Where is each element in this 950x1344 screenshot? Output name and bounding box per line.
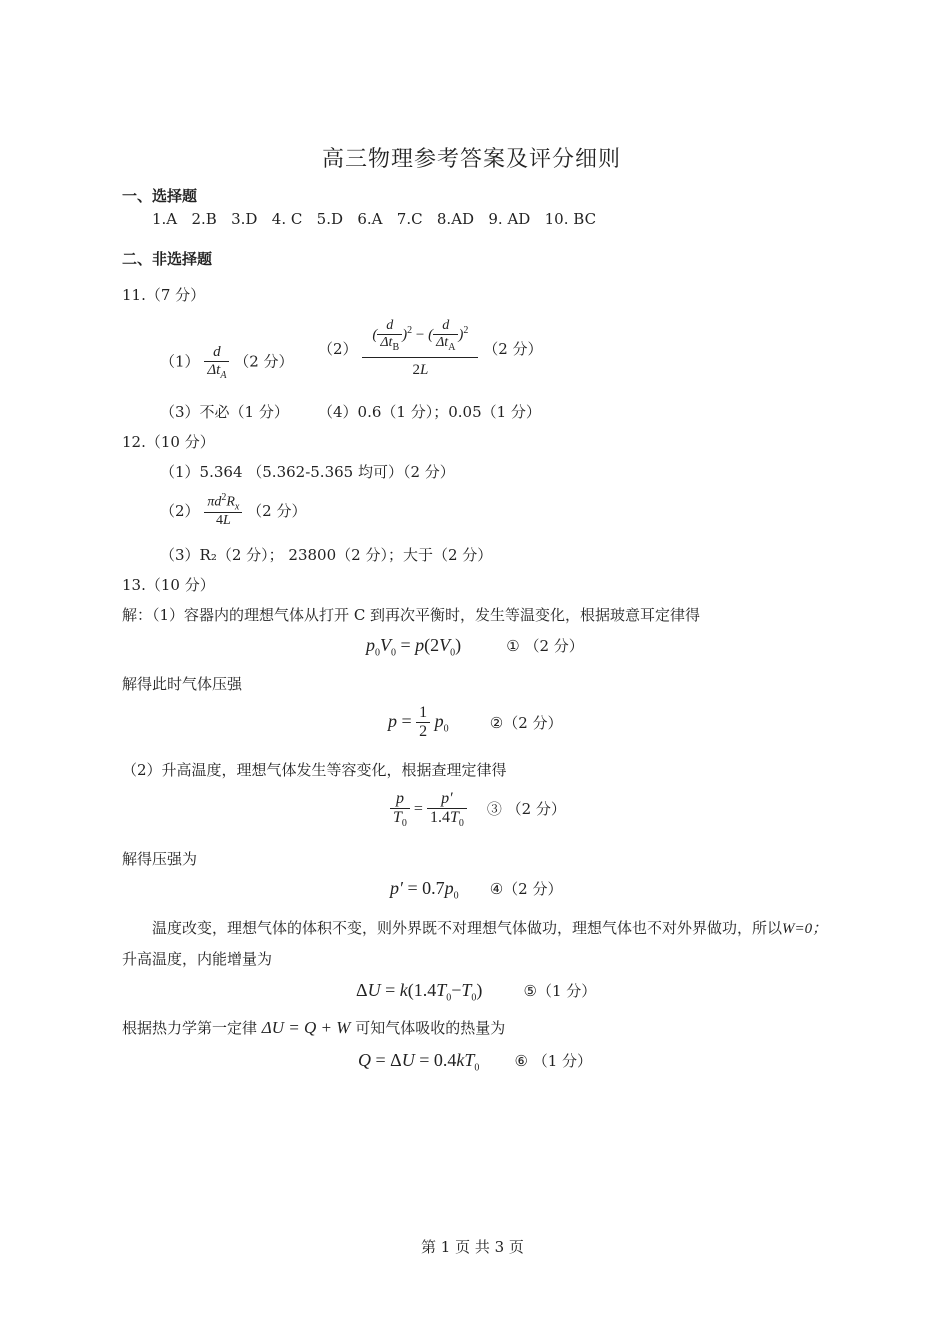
- eq3-mark: ③ （2 分）: [486, 800, 566, 819]
- equation-boyle: $p_0V_0 = p(2V_0)$: [366, 635, 462, 659]
- answer-1: 1.A: [152, 210, 178, 228]
- equation-charles: $\frac{p}{T_0}$ = $\frac{p'}{1.4T_0}$: [390, 800, 471, 817]
- formula-resistivity: $\frac{\pi d^2R_x}{4L}$: [204, 492, 242, 529]
- answer-6: 6.A: [357, 210, 383, 228]
- q11-part3: （3）不必（1 分）: [160, 403, 289, 421]
- first-law-inline: ΔU = Q + W: [261, 1018, 351, 1037]
- q12-p2-score: （2 分）: [247, 502, 307, 521]
- answer-7: 7.C: [396, 210, 423, 228]
- q12-part1: （1）5.364 （5.362-5.365 均可）（2 分）: [160, 463, 455, 481]
- q12-label: 12.（10 分）: [122, 433, 215, 451]
- answer-2: 2.B: [191, 210, 217, 228]
- q11-p2-score: （2 分）: [483, 339, 543, 358]
- equation-new-pressure: $p' = 0.7p_0$: [390, 878, 459, 902]
- eq5-mark: ⑤（1 分）: [523, 982, 597, 1000]
- eq6-row: [358, 1050, 592, 1074]
- q11-label: 11.（7 分）: [122, 286, 206, 304]
- answer-9: 9. AD: [488, 210, 531, 228]
- q13-line7-end: 可知气体吸收的热量为: [355, 1019, 506, 1037]
- q13-line5: [152, 917, 827, 938]
- formula-velocity-diff: ( d $\Delta t_B$ )$^2$ − ( d $\Delta t_A$ )$^2$ 2L: [362, 318, 478, 379]
- q12-part2: [160, 492, 306, 529]
- q11-p2-label: （2）: [318, 339, 358, 358]
- q13-line3: （2）升高温度，理想气体发生等容变化，根据查理定律得: [122, 761, 507, 779]
- answer-8: 8.AD: [436, 210, 475, 228]
- q13-line6: 升高温度，内能增量为: [122, 950, 273, 968]
- eq6-mark: ⑥ （1 分）: [514, 1052, 593, 1070]
- eq4-row: [390, 878, 562, 902]
- eq3-row: [390, 790, 566, 829]
- answer-5: 5.D: [316, 210, 343, 228]
- eq5-row: [356, 980, 596, 1004]
- equation-pressure-half: p = $\frac{1}{2}$ $p_0$: [388, 704, 449, 740]
- q13-line4: 解得压强为: [122, 850, 198, 868]
- answer-3: 3.D: [231, 210, 258, 228]
- equation-internal-energy: $\Delta U = k(1.4T_0-T_0)$: [356, 980, 483, 1004]
- q12-p2-label: （2）: [160, 502, 200, 521]
- page-title: 高三物理参考答案及评分细则: [322, 147, 622, 172]
- q11-p1-score: （2 分）: [234, 352, 294, 371]
- q13-label: 13.（10 分）: [122, 576, 215, 594]
- eq2-row: [388, 704, 563, 741]
- q13-line2: 解得此时气体压强: [122, 675, 243, 693]
- eq1-mark: ① （2 分）: [506, 637, 584, 655]
- formula-d-over-dtA: d $\Delta t_A$: [204, 344, 229, 381]
- q13-line7-start: 根据热力学第一定律: [122, 1019, 258, 1037]
- eq4-mark: ④（2 分）: [489, 880, 563, 898]
- answer-10: 10. BC: [544, 210, 597, 228]
- work-zero: W=0；: [782, 921, 828, 937]
- page-footer: 第 1 页 共 3 页: [421, 1238, 524, 1256]
- choice-answers: [152, 210, 596, 228]
- q11-part1: [160, 344, 294, 381]
- section-heading-nonchoice: 二、非选择题: [122, 250, 213, 268]
- eq2-mark: ②（2 分）: [489, 713, 563, 732]
- q11-p1-label: （1）: [160, 352, 200, 371]
- section-heading-choice: 一、选择题: [122, 187, 198, 205]
- q11-part4: （4）0.6（1 分）；0.05（1 分）: [318, 403, 541, 421]
- eq1-row: [366, 635, 584, 659]
- q13-line1: 解：（1）容器内的理想气体从打开 C 到再次平衡时，发生等温变化，根据玻意耳定律得: [122, 606, 701, 624]
- answer-4: 4. C: [271, 210, 303, 228]
- q12-part3: （3）R₂（2 分）； 23800（2 分）；大于（2 分）: [160, 546, 493, 564]
- q11-part2: [318, 318, 543, 379]
- equation-heat: $Q = \Delta U = 0.4kT_0$: [358, 1050, 480, 1074]
- q13-line7: [122, 1017, 505, 1038]
- q13-line5-text: 温度改变，理想气体的体积不变，则外界既不对理想气体做功，理想气体也不对外界做功，所以: [152, 919, 783, 937]
